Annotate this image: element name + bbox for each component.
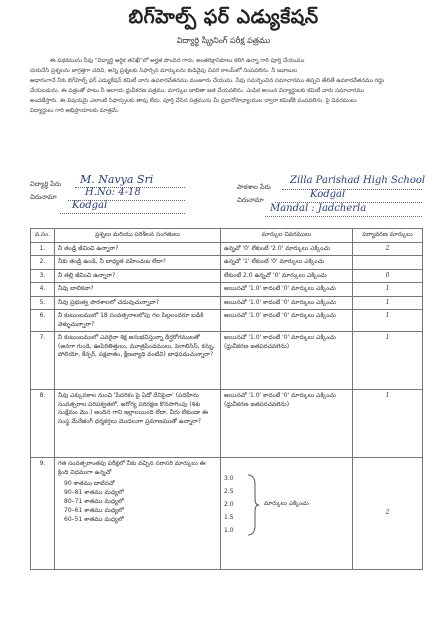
row-marking: ఉన్నచో '1' లేకుంటే '0' మార్కులు ఎక్కించు <box>221 256 353 270</box>
row-marking: ఉన్నచో '0' లేకుంటే '2.0' మార్కులు ఎక్కించు <box>221 242 353 256</box>
header-no: వ.సం. <box>31 229 55 243</box>
row-no: 8. <box>31 390 55 458</box>
header-marking: మార్కుల వివరములు <box>221 229 353 243</box>
row-no: 3. <box>31 269 55 283</box>
row-marking: అయినచో '1.0' కాదంటే '0' మార్కులు ఎక్కించు (ధ్రువీకరణ జతపరచవలెను) <box>221 390 353 458</box>
q9-mark: 2.0 <box>224 501 234 508</box>
screening-table <box>30 228 423 570</box>
address-value[interactable]: H.No: 4-18 <box>85 187 141 198</box>
form-subtitle: విద్యార్థి స్క్రీనింగ్ పరీక్ష పత్రము <box>176 36 271 45</box>
row-question: నీ కుటుంబములో 18 సంవత్సరాలలోపు గల పిల్లలందరూ బడికి వెళ్ళుచున్నారా? <box>55 310 221 332</box>
table-row <box>31 269 423 283</box>
q9-range: 90 శాతము దాటినచో <box>64 480 115 487</box>
q9-mark: 3.0 <box>224 475 234 482</box>
brace-icon <box>246 473 260 537</box>
row-no: 2. <box>31 256 55 270</box>
row-no: 9. <box>31 458 55 570</box>
mandal-value[interactable]: Mandal : Jadcherla <box>270 203 367 214</box>
table-row <box>31 390 423 458</box>
row-no: 1. <box>31 242 55 256</box>
table-header-row <box>31 229 423 243</box>
table-row <box>31 458 423 570</box>
table-row <box>31 296 423 310</box>
table-row <box>31 256 423 270</box>
row-question: నీ తల్లి జీవించి ఉన్నారా? <box>55 269 221 283</box>
row-no: 4. <box>31 283 55 297</box>
row-marking: లేకుంటే 2.0 ఉన్నచో '0' మార్కులు ఎక్కించు <box>221 269 353 283</box>
row-score[interactable]: 1 <box>353 296 423 310</box>
q9-text: గత సంవత్సరాంతపు పరీక్షలో నీకు వచ్చిన సరాసరి మార్కులు ఈ క్రింది విధముగా ఉన్నచో <box>58 460 206 476</box>
row-question: నీ కుటుంబములో ఎవరైనా శిక్ష అనుభవిస్తున్నా దీర్ఘరోగములతో (అనగా గుండె, ఊపిరితిత్తులు, మూత్రపిండములు, పెరాలిసిస్, కన్ను, పోలియో, కేన్సర్, పక్షవాతం, క్షీణవ్యాధి వంటివి) బాధపడుచున్నారా? <box>55 332 221 390</box>
q9-range: 90–81 శాతము మధ్యలో <box>64 489 124 496</box>
instruction-line: అందజేస్తారు. ఈ విషయమై ఎలాంటి సిఫార్సులకు తావు లేదు. పూర్తి చేసిన పత్రమును మీ ప్రధానోపాధ్యాయుల ద్వారా కమిటీకి పంపవలెను. పై వివరములు <box>30 98 357 104</box>
school-name-underline <box>282 189 422 190</box>
q9-range: 60–51 శాతము మధ్యలో <box>64 516 124 523</box>
instructions-paragraph <box>30 56 422 116</box>
address-line2-value[interactable]: Kodgal <box>72 200 108 211</box>
school-name-label: పాఠశాల పేరు <box>237 183 271 191</box>
row-marking: అయినచో '1.0' కాదంటే '0' మార్కులు ఎక్కించు (ధ్రువీకరణ జతపరచవలెను) <box>221 332 353 390</box>
instruction-line: చేయబడును. ఈ పత్రంతో పాటు నీ ఆదాయ ధ్రువీకరణ పత్రము, మార్కుల జాబితా జత చేయవలెను. ఎంపిక అయిన విద్యార్థులకు కమిటీ వారు సమాచారము <box>30 88 365 94</box>
row-no: 6. <box>31 310 55 332</box>
table-row <box>31 283 423 297</box>
row-no: 7. <box>31 332 55 390</box>
row-marking-q9 <box>221 458 353 570</box>
q9-mark-list <box>224 472 246 537</box>
q9-range-list <box>58 479 217 524</box>
instruction-line: ఈ పథకమును నీవు "విద్యార్థి ఆర్థిక తనిఖీ"లో అర్హత పొందిన గారు, అంతరిక్షానికూలు కలిగి ఉన్నా గారి పూర్తి చేయుము. <box>50 58 307 64</box>
row-no: 5. <box>31 296 55 310</box>
instruction-line: ఆధారంగానే నీకు బిగ్‌హెల్ప్ ఫర్ ఎడ్యుకేషన్ కమిటీ వారు ఉపకారవేతనము మంజూరు చేయును. నీవు సమర్పించిన సమాచారము తప్పని తేలితే ఉపకారవేతనము రద్దు <box>30 78 385 84</box>
table-row <box>31 332 423 390</box>
table-row <box>31 242 423 256</box>
student-name-label: విద్యార్థి పేరు <box>30 180 62 188</box>
row-question: నీకు తండ్రి ఉండి, నీ బాధ్యత వహించుట లేదా? <box>55 256 221 270</box>
row-marking: అయినచో '1.0' కాదంటే '0' మార్కులు ఎక్కించు <box>221 296 353 310</box>
row-score[interactable]: 1 <box>353 283 423 297</box>
instruction-line: దయచేసి ప్రశ్నలను జాగ్రత్తగా చదివి, అన్ని ప్రశ్నలకు సిఫార్సిన మార్కులను కుడివైపు చివరి కాలమ్‌లో నింపవలెను. నీ జవాబుల <box>30 68 298 74</box>
address2-label: చిరునామా <box>237 196 264 204</box>
form-title: బిగ్‌హెల్ప్ ఫర్ ఎడ్యుకేషన్ <box>128 6 319 28</box>
mandal-underline <box>265 216 422 217</box>
header-score: పర్యావరణ మార్కులు <box>353 229 423 243</box>
q9-marks-label: మార్కులు ఎక్కించు <box>264 500 309 508</box>
row-question-q9 <box>55 458 221 570</box>
row-marking: అయినచో '1.0' కాదంటే '0' మార్కులు ఎక్కించు <box>221 283 353 297</box>
row-question: నీ తండ్రి జీవించి ఉన్నారా? <box>55 242 221 256</box>
row-score[interactable]: 2 <box>353 242 423 256</box>
student-name-value[interactable]: M. Navya Sri <box>80 173 154 186</box>
row-score[interactable]: 1 <box>353 310 423 332</box>
address-line2-underline <box>60 213 185 214</box>
q9-mark: 1.5 <box>224 514 234 521</box>
row-question: నీవు బాలికవా? <box>55 283 221 297</box>
row-score[interactable]: 1 <box>353 390 423 458</box>
q9-range: 80–71 శాతము మధ్యలో <box>64 498 124 505</box>
row-score[interactable] <box>353 256 423 270</box>
address-label: చిరునామా <box>30 193 57 201</box>
q9-mark: 1.0 <box>224 527 234 534</box>
instruction-line: విద్యార్థులు గారి అభిప్రాయాలకు మాత్రమే. <box>30 108 120 114</box>
school-name-value[interactable]: Zilla Parishad High School <box>290 175 426 186</box>
row-score[interactable]: 2 <box>353 458 423 570</box>
q9-range: 70–61 శాతము మధ్యలో <box>64 507 124 514</box>
row-question: నీవు ప్రభుత్వ పాఠశాలలో చదువుచున్నావా? <box>55 296 221 310</box>
row-score[interactable]: 0 <box>353 269 423 283</box>
row-question: నీవు ఎక్కువకాల నుంచి 'పేదరికం పై ఏదో దేనిపైనా' (పదిహేను సంవత్సరాల పరిపక్వతలో, అరోగ్య పరిరక్షణ కొనసాగింపు (శిశు సంక్షేమం మొ.) అందిన గాని ఇల్లాలయింది లేదా, వీరు లేకుండా ఈ సంస్థ మేనేజింగ్ ధర్మకర్తలు మొదలుగా ప్రమాణముతో ఉన్నారా? <box>55 390 221 458</box>
row-score[interactable]: 1 <box>353 332 423 390</box>
row-marking: అయినచో '1.0' కాదంటే '0' మార్కులు ఎక్కించు <box>221 310 353 332</box>
address2-value[interactable]: Kodgal <box>310 189 346 200</box>
header-question: ప్రశ్నలు మరియు పరిశీలన సంగతులు <box>55 229 221 243</box>
q9-mark: 2.5 <box>224 488 234 495</box>
table-row <box>31 310 423 332</box>
